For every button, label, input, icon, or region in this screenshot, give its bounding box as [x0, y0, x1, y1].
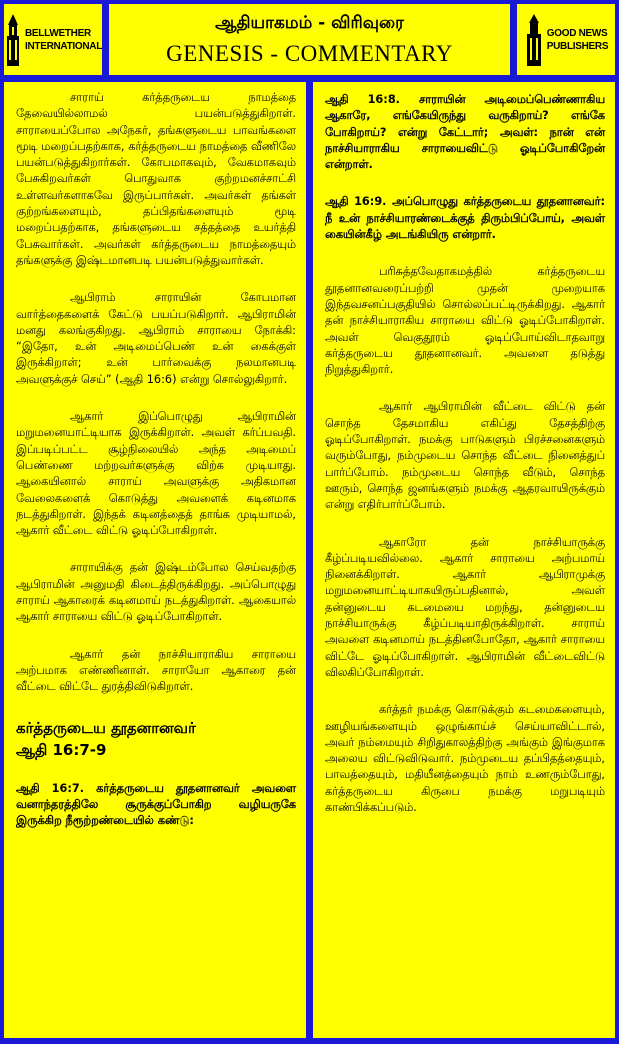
page-title-english: GENESIS - COMMENTARY: [166, 41, 453, 66]
verse-9: ஆதி 16:9. அப்பொழுது கர்த்தருடைய தூதனானவர்: நீ உன் நாச்சியாரண்டைக்குத் திரும்பிப்போய், அவள் கையின்கீழ் அடங்கியிரு என்றார்.: [325, 195, 605, 242]
bellwether-building-icon: [4, 14, 22, 66]
bellwether-logo: [4, 4, 102, 75]
left-paragraph-3: ஆகார் இப்பொழுது ஆபிராமின் மறுமனையாட்டியாக இருக்கிறாள். அவள் கர்ப்பவதி. இப்படிப்பட்ட சூழ்நிலையில் அந்த அடிமைப் பெண்ணை மற்றவர்களுக்கு விற்க முடியாது. ஆகையினால் சாராய் அவளுக்கு அதிகமான வேலைகளைக் கொடுத்து அவளைக் கடினமாக நடத்துகிறாள். இந்தக் கடினத்தைத் தாங்க முடியாமல், ஆகார் வீட்டை விட்டு ஓடிப்போகிறாள்.: [16, 410, 296, 538]
left-column: [4, 82, 306, 1038]
verse-7: ஆதி 16:7. கர்த்தருடைய தூதனானவர் அவளை வனாந்தரத்திலே சூருக்குப்போகிற வழியருகே இருக்கிற நீரூற்றண்டையில் கண்டு:: [16, 781, 296, 828]
page-title-tamil: ஆதியாகமம் - விரிவுரை: [215, 13, 404, 33]
right-paragraph-2: ஆகார் ஆபிராமின் வீட்டை விட்டு தன் சொந்த தேசமாகிய எகிப்து தேசத்திற்கு ஓடிப்போகிறாள். நமக்கு பாடுகளும் பிரச்சனைகளும் வரும்போது, நம்முடைய சொந்த வீட்டை நினைத்துப் பார்ப்போம். நம்முடைய சொந்த வீடும், சொந்த ஊரும், சொந்த ஜனங்களும் நமக்கு ஆதரவாயிருக்கும் என்று எதிர்பார்ப்போம்.: [325, 400, 605, 512]
section-heading: [16, 717, 296, 761]
good-news-logo: [517, 4, 615, 75]
good-news-logo-line-1: GOOD NEWS: [546, 27, 608, 39]
left-paragraph-5: ஆகார் தன் நாச்சியாராகிய சாராயை அற்பமாக எண்ணினாள். சாராயோ ஆகாரை தன் வீட்டை விட்டே துரத்திவிடுகிறாள்.: [16, 647, 296, 694]
good-news-logo-text: [547, 27, 608, 53]
bellwether-logo-line-1: BELLWETHER: [24, 27, 91, 39]
bellwether-logo-line-2: INTERNATIONAL: [24, 40, 103, 52]
left-paragraph-4: சாராயிக்கு தன் இஷ்டம்போல செய்வதற்கு ஆபிராமின் அனுமதி கிடைத்திருக்கிறது. அப்பொழுது சாராய் ஆகாரைக் கடினமாய் நடத்துகிறாள். ஆகையால் ஆகார் சாராயை விட்டு ஓடிப்போகிறாள்.: [16, 561, 296, 624]
section-reference: ஆதி 16:7-9: [16, 740, 107, 759]
left-paragraph-1: சாராய் கர்த்தருடைய நாமத்தை தேவையில்லாமல் பயன்படுத்துகிறாள். சாராயைப்போல அநேகர், தங்களுடைய பாவங்களை மூடி மறைப்பதற்காக, கர்த்தருடைய நாமத்தை வீணிலே பயன்படுத்துகிறார்கள். கோபமாகவும், வேகமாகவும் பேசுகிறவர்கள் பொதுவாக குற்றமனச்சாட்சி உள்ளவர்களாகவே இருப்பார்கள். அவர்கள் தங்கள் குற்றங்களையும், தப்பிதங்களையும் மூடி மறைப்பதற்காக, தங்களுடைய சத்தத்தை உயர்த்தி பேசுவார்கள். அவர்கள் கர்த்தருடைய நாமத்தையும் தங்களுக்கு இஷ்டமானபடி பயன்படுத்துவார்கள்.: [16, 91, 296, 267]
right-paragraph-3: ஆகாரோ தன் நாச்சியாருக்கு கீழ்ப்படியவில்லை. ஆகார் சாராயை அற்பமாய் நினைக்கிறாள். ஆகார் ஆபிராமுக்கு மறுமனையாட்டியாகயிருப்பதினால், அவள் தன்னுடைய கடமையை மறந்து, தன்னுடைய நாச்சியாருக்கு கீழ்ப்படியாதிருக்கிறாள். சாராய் அவளை கடினமாய் நடத்தினபோதோ, ஆகார் சாராயை விட்டே ஓடிப்போகிறாள். ஆபிராமின் வீட்டைவிட்டு விலகிப்போகிறாள்.: [325, 535, 605, 679]
right-paragraph-4: கர்த்தர் நமக்கு கொடுக்கும் கடமைகளையும், ஊழியங்களையும் ஒழுங்காய்ச் செய்யாவிட்டால், அவர் நம்மையும் சிறிதுகாலத்திற்கு அங்கும் இங்குமாக அலைய விட்டுவிடுவார். நம்முடைய தப்பிதத்தையும், பாவத்தையும், மதியீனத்தையும் நாம் உணரும்போது, கர்த்தருடைய கிருபை நமக்கு மறுபடியும் காண்பிக்கப்படும்.: [325, 703, 605, 814]
left-paragraph-2: ஆபிராம் சாராயின் கோபமான வார்த்தைகளைக் கேட்டு பயப்படுகிறார். ஆபிராமின் மனது கலங்குகிறது. ஆபிராம் சாராயை நோக்கி: “இதோ, உன் அடிமைப்பெண் உன் கைக்குள் இருக்கிறாள்; உன் பார்வைக்கு நலமானபடி அவளுக்குச் செய்” (ஆதி 16:6) என்று சொல்லுகிறார்.: [16, 291, 296, 386]
right-column: [313, 82, 615, 1038]
bellwether-logo-text: [25, 27, 102, 53]
good-news-building-icon: [524, 14, 544, 66]
section-title: கர்த்தருடைய தூதனானவர்: [16, 718, 196, 737]
title-box: [109, 4, 510, 75]
right-paragraph-1: பரிசுத்தவேதாகமத்தில் கர்த்தருடைய தூதனானவரைப்பற்றி முதன் முறையாக இந்தவசனப்பகுதியில் சொல்லப்பட்டிருக்கிறது. ஆகார் தன் நாச்சியாராகிய சாராயை விட்டு ஓடிப்போகிறாள். அவள் வெகுதூரம் ஓடிப்போய்விடாதவாறு கர்த்தருடைய தூதனானவர். அவளை தடுத்து நிறுத்துகிறார்.: [325, 265, 605, 377]
verse-8: ஆதி 16:8. சாராயின் அடிமைப்பெண்ணாகிய ஆகாரே, எங்கேயிருந்து வருகிறாய்? எங்கே போகிறாய்? என்று கேட்டார்; அவள்: நான் என் நாச்சியாராகிய சாராயைவிட்டு ஓடிப்போகிறேன் என்றாள்.: [325, 93, 605, 172]
good-news-logo-line-2: PUBLISHERS: [546, 40, 609, 52]
